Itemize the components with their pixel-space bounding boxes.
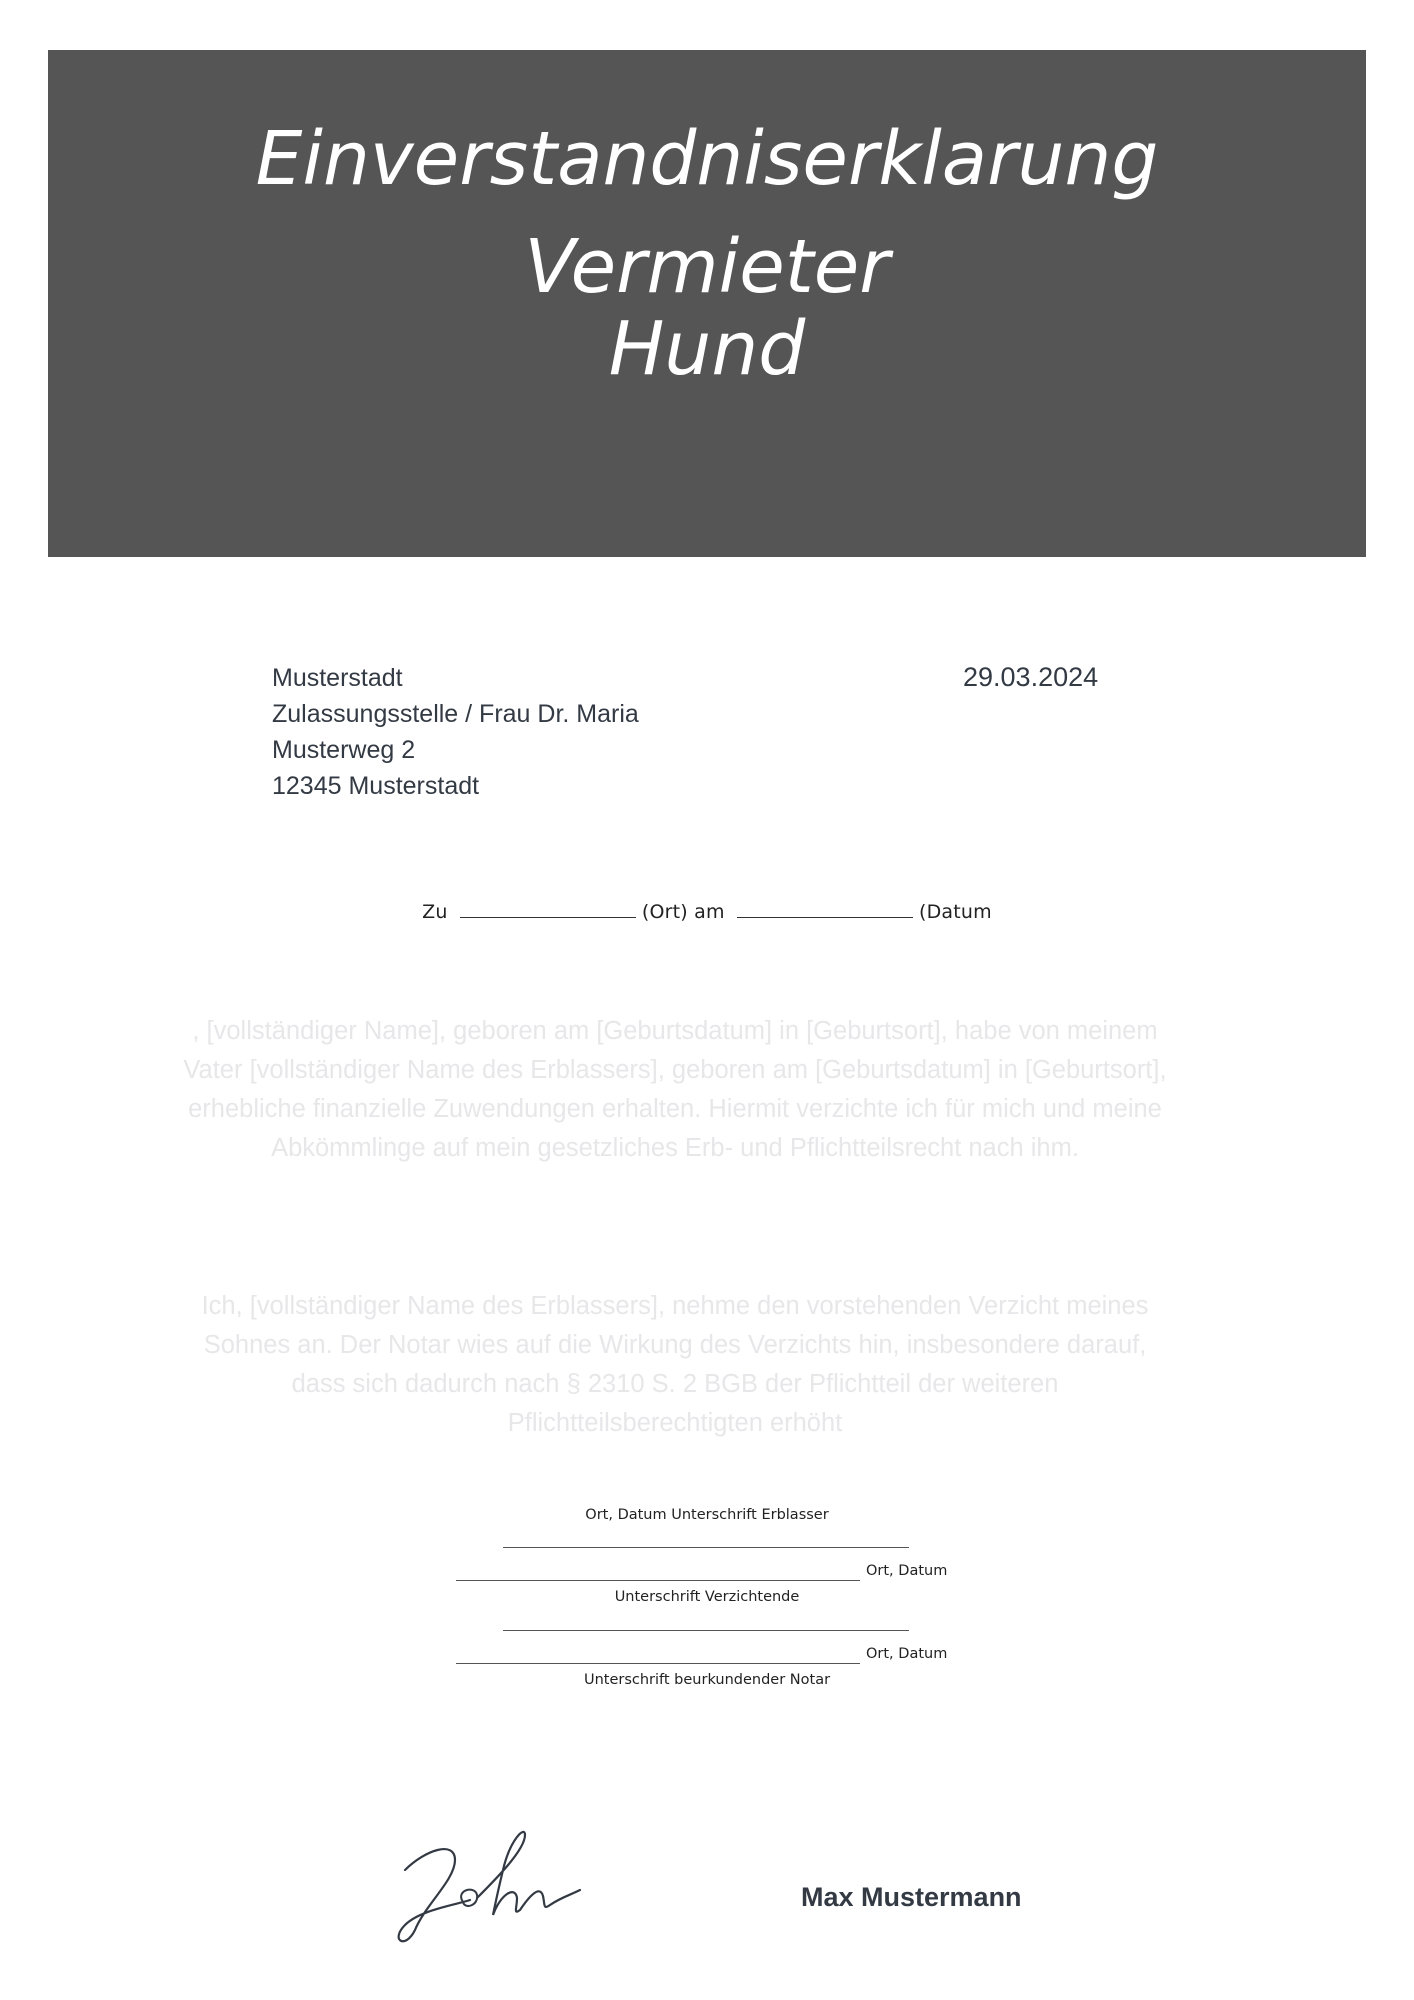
signer-name: Max Mustermann [801, 1882, 1022, 1912]
recipient-line-street: Musterweg 2 [272, 736, 416, 764]
ort-datum-label-2: Ort, Datum [866, 1646, 948, 1662]
handwritten-signature-icon [385, 1830, 605, 1950]
label-verzichtende: Unterschrift Verzichtende [614, 1589, 800, 1605]
recipient-line-office: Zulassungsstelle / Frau Dr. Maria [272, 700, 639, 728]
label-notar: Unterschrift beurkundender Notar [583, 1672, 831, 1688]
document-title-line-3: Hund [608, 306, 806, 392]
body-paragraph-waiver: , [vollständiger Name], geboren am [Geburtsdatum] in [Geburtsort], habe von meinem Vater [vollständiger Name des Erblassers], geboren am [Geburtsdatum] in [Geburtsort], erhebliche finanzielle Zuwendungen erhalten. Hiermit verzichte ich für mich und meine Abkömmlinge auf mein gesetzliches Erb- und Pflichtteilsrecht nach ihm. [183, 1017, 1167, 1162]
ort-datum-line-1[interactable] [456, 1580, 860, 1581]
recipient-line-city: Musterstadt [272, 664, 403, 692]
document-title-line-1: Einverstandniserklarung [255, 116, 1159, 202]
document-title-line-2: Vermieter [524, 224, 890, 310]
signature-line-erblasser[interactable] [503, 1547, 909, 1548]
ort-datum-label-1: Ort, Datum [866, 1563, 948, 1579]
signature-line-verzichtende[interactable] [503, 1630, 909, 1631]
body-paragraph-acceptance: Ich, [vollständiger Name des Erblassers], nehme den vorstehenden Verzicht meines Sohnes an. Der Notar wies auf die Wirkung des Verzichts hin, insbesondere darauf, dass sich dadurch nach § 2310 S. 2 BGB der Pflichtteil der weiteren Pflichtteilsberechtigten erhöht [201, 1292, 1149, 1437]
ort-blank-field[interactable] [460, 899, 636, 918]
header-banner [48, 50, 1366, 557]
place-date-line [0, 899, 1414, 923]
place-prefix: Zu [422, 901, 448, 923]
document-date: 29.03.2024 [963, 662, 1099, 692]
ort-datum-line-2[interactable] [456, 1663, 860, 1664]
ort-label: (Ort) am [641, 901, 725, 923]
datum-blank-field[interactable] [737, 899, 913, 918]
label-erblasser: Ort, Datum Unterschrift Erblasser [585, 1507, 829, 1523]
recipient-line-zip-city: 12345 Musterstadt [272, 772, 480, 800]
recipient-address [272, 660, 639, 804]
datum-label: (Datum [918, 901, 992, 923]
